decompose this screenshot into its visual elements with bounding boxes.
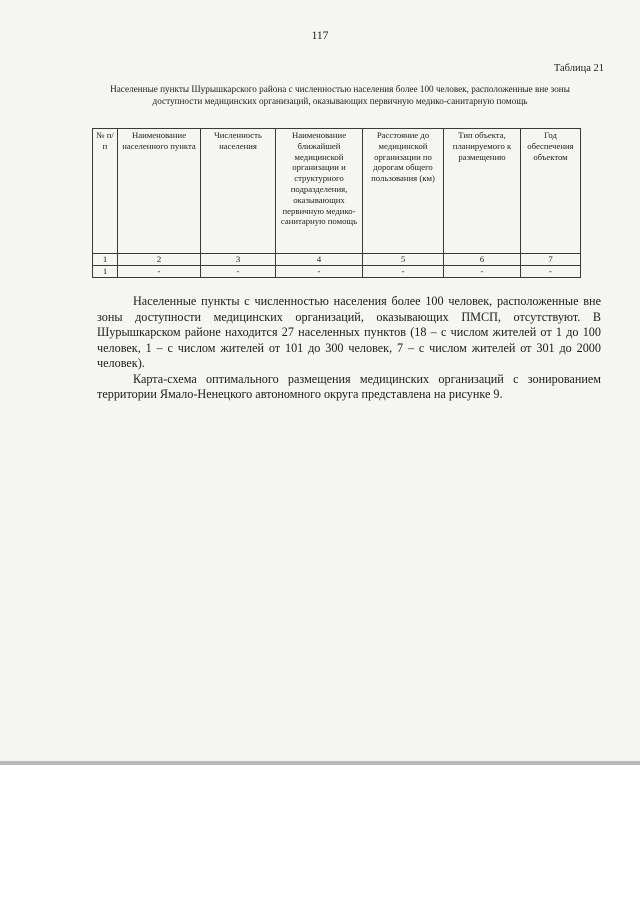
table-header-row <box>93 129 581 254</box>
table-cell: 4 <box>276 254 363 266</box>
body-text <box>97 294 601 403</box>
page-number: 117 <box>311 30 329 42</box>
column-header-settlement-name: Наименование населенного пункта <box>118 129 201 254</box>
table-label: Таблица 21 <box>553 63 604 74</box>
table-cell: 3 <box>201 254 276 266</box>
paragraph-settlements-summary: Населенные пункты с численностью населения более 100 человек, расположенные вне зоны доступности медицинских организаций, оказывающих ПМСП, отсутствуют. В Шурышкарском районе находится 27 населенных пунктов (18 – с числом жителей от 1 до 100 человек, 1 – с числом жителей от 101 до 300 человек, 7 – с числом жителей от 301 до 2000 человек). <box>97 294 601 370</box>
table-numbering-row <box>93 254 581 266</box>
paragraph-map-reference: Карта-схема оптимального размещения медицинских организаций с зонированием территории Ямало-Ненецкого автономного округа представлена на рисунке 9. <box>97 371 601 401</box>
table-cell: - <box>521 265 581 277</box>
column-header-year: Год обеспечения объектом <box>521 129 581 254</box>
column-header-object-type: Тип объекта, планируемого к размещению <box>444 129 521 254</box>
table-cell: - <box>118 265 201 277</box>
table-cell: 7 <box>521 254 581 266</box>
table-cell: - <box>276 265 363 277</box>
table-cell: 2 <box>118 254 201 266</box>
column-header-population: Численность населения <box>201 129 276 254</box>
table-cell: - <box>363 265 444 277</box>
table-cell: 6 <box>444 254 521 266</box>
column-header-nearest-medical-organization: Наименование ближайшей медицинской организации и структурного подразделения, оказывающих первичную медико-санитарную помощь <box>276 129 363 254</box>
table-cell: - <box>201 265 276 277</box>
column-header-distance: Расстояние до медицинской организации по дорогам общего пользования (км) <box>363 129 444 254</box>
table-caption: Населенные пункты Шурышкарского района с численностью населения более 100 человек, расположенные вне зоны доступности медицинских организаций, оказывающих первичную медико-санитарную помощь <box>110 84 570 106</box>
table-row <box>93 265 581 277</box>
table-cell: 5 <box>363 254 444 266</box>
table-cell: - <box>444 265 521 277</box>
table-cell: 1 <box>93 254 118 266</box>
column-header-number: № п/п <box>93 129 118 254</box>
data-table <box>92 128 581 278</box>
table-cell: 1 <box>93 265 118 277</box>
